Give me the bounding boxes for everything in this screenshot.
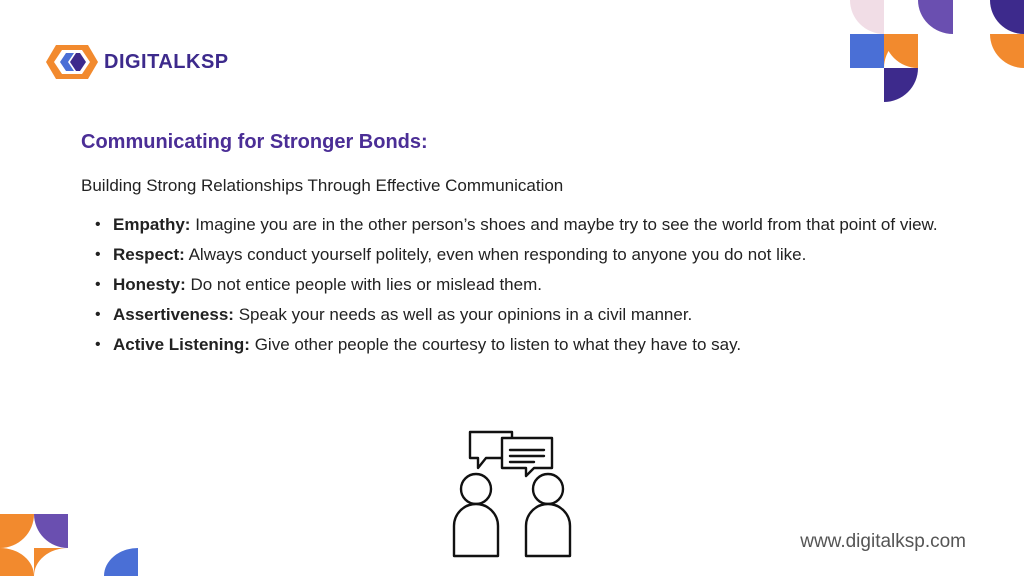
bullet-term: Active Listening: [113, 335, 250, 354]
bullet-list [95, 210, 985, 360]
bullet-item-active-listening [95, 330, 985, 360]
hexagon-logo-icon [44, 42, 100, 82]
bullet-dot: • [95, 216, 101, 233]
slide-subtitle: Building Strong Relationships Through Effective Communication [81, 176, 564, 195]
brand-name: DIGITALKSP [104, 50, 229, 73]
decorative-shapes-top-right [850, 0, 1024, 104]
website-url[interactable]: www.digitalksp.com [800, 531, 966, 552]
bullet-term: Empathy: [113, 215, 191, 234]
bullet-item-empathy [95, 210, 985, 240]
bullet-text: Give other people the courtesy to listen to what they have to say. [249, 335, 742, 354]
bullet-dot: • [95, 336, 101, 353]
bullet-item-assertiveness [95, 300, 985, 330]
bullet-item-honesty [95, 270, 985, 300]
bullet-dot: • [95, 246, 101, 263]
brand-logo [44, 42, 229, 82]
bullet-item-respect [95, 240, 985, 270]
bullet-term: Honesty: [113, 275, 186, 294]
bullet-dot: • [95, 276, 101, 293]
bullet-text: Speak your needs as well as your opinions in a civil manner. [233, 305, 693, 324]
bullet-dot: • [95, 306, 101, 323]
bullet-term: Respect: [113, 245, 185, 264]
decorative-shapes-bottom-left [0, 514, 140, 576]
bullet-term: Assertiveness: [113, 305, 234, 324]
bullet-text: Imagine you are in the other person’s shoes and maybe try to see the world from that point of view. [190, 215, 938, 234]
slide-title: Communicating for Stronger Bonds: [81, 131, 428, 153]
bullet-text: Do not entice people with lies or mislead them. [185, 275, 542, 294]
two-people-chatting-icon [442, 428, 582, 560]
bullet-text: Always conduct yourself politely, even when responding to anyone you do not like. [184, 245, 807, 264]
